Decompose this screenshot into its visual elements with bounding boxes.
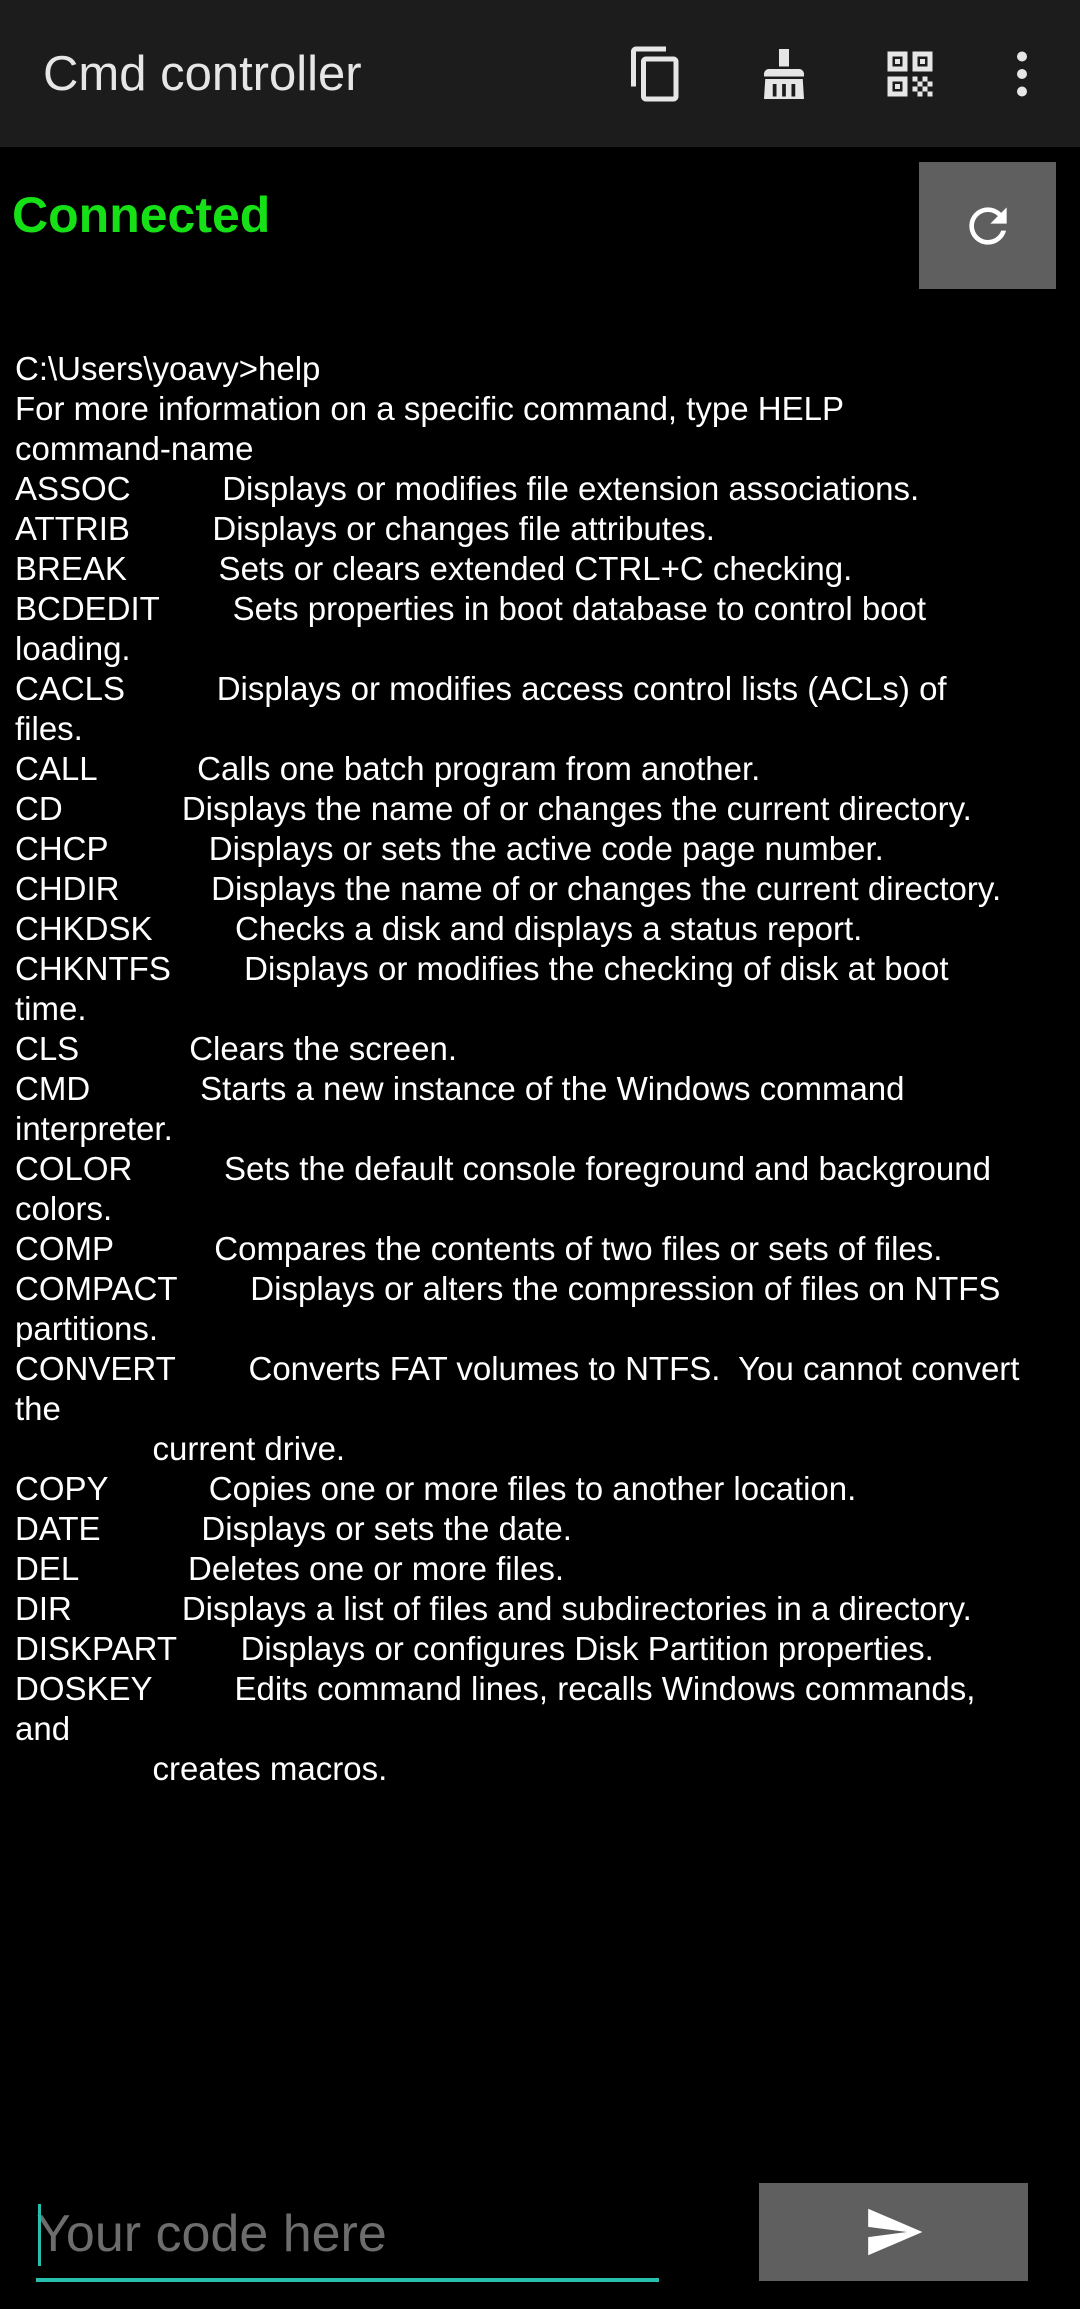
console-line: the bbox=[15, 1390, 61, 1427]
console-line: CACLS Displays or modifies access control lists (ACLs) of bbox=[15, 670, 947, 707]
console-line: BCDEDIT Sets properties in boot database to control boot bbox=[15, 590, 927, 627]
app-title: Cmd controller bbox=[43, 47, 362, 101]
app-bar bbox=[0, 0, 1080, 147]
console-line: CHDIR Displays the name of or changes the current directory. bbox=[15, 870, 1002, 907]
connection-status: Connected bbox=[12, 187, 271, 243]
console-line: CD Displays the name of or changes the current directory. bbox=[15, 790, 972, 827]
console-line: COMPACT Displays or alters the compression of files on NTFS bbox=[15, 1270, 1001, 1307]
console-line: C:\Users\yoavy>help bbox=[15, 350, 321, 387]
console-line: partitions. bbox=[15, 1310, 159, 1347]
console-line: COMP Compares the contents of two files or sets of files. bbox=[15, 1230, 943, 1267]
console-line: ASSOC Displays or modifies file extension associations. bbox=[15, 470, 920, 507]
console-line: CHKDSK Checks a disk and displays a status report. bbox=[15, 910, 863, 947]
console-line: loading. bbox=[15, 630, 131, 667]
console-line: BREAK Sets or clears extended CTRL+C checking. bbox=[15, 550, 853, 587]
code-input[interactable] bbox=[36, 2190, 659, 2278]
console-line: files. bbox=[15, 710, 83, 747]
console-line: CMD Starts a new instance of the Windows command bbox=[15, 1070, 905, 1107]
console-line: DIR Displays a list of files and subdirectories in a directory. bbox=[15, 1590, 972, 1627]
console-line: colors. bbox=[15, 1190, 113, 1227]
console-line: creates macros. bbox=[15, 1750, 388, 1787]
console-line: DEL Deletes one or more files. bbox=[15, 1550, 564, 1587]
copy-button[interactable] bbox=[616, 34, 696, 114]
qr-code-icon bbox=[880, 44, 940, 104]
clear-console-button[interactable] bbox=[744, 34, 824, 114]
console-line: current drive. bbox=[15, 1430, 346, 1467]
console-line: DISKPART Displays or configures Disk Partition properties. bbox=[15, 1630, 934, 1667]
console-line: interpreter. bbox=[15, 1110, 173, 1147]
console-line: ATTRIB Displays or changes file attributes. bbox=[15, 510, 715, 547]
console-line: For more information on a specific command, type HELP bbox=[15, 390, 845, 427]
console-line: and bbox=[15, 1710, 71, 1747]
refresh-icon bbox=[960, 198, 1016, 254]
overflow-menu-button[interactable] bbox=[982, 34, 1062, 114]
console-line: CLS Clears the screen. bbox=[15, 1030, 458, 1067]
console-line: time. bbox=[15, 990, 87, 1027]
broom-icon bbox=[754, 44, 814, 104]
more-vert-icon bbox=[992, 44, 1052, 104]
console-line: CHKNTFS Displays or modifies the checking of disk at boot bbox=[15, 950, 949, 987]
console-line: CONVERT Converts FAT volumes to NTFS. You cannot convert bbox=[15, 1350, 1020, 1387]
console-line: CALL Calls one batch program from another. bbox=[15, 750, 761, 787]
text-caret bbox=[38, 2204, 41, 2266]
console-line: command-name bbox=[15, 430, 254, 467]
console-line: CHCP Displays or sets the active code page number. bbox=[15, 830, 884, 867]
console-line: DOSKEY Edits command lines, recalls Windows commands, bbox=[15, 1670, 976, 1707]
console-line: DATE Displays or sets the date. bbox=[15, 1510, 572, 1547]
console-output[interactable] bbox=[15, 349, 1025, 1804]
qr-scan-button[interactable] bbox=[870, 34, 950, 114]
console-line: COPY Copies one or more files to another location. bbox=[15, 1470, 857, 1507]
refresh-button[interactable] bbox=[919, 162, 1056, 289]
console-line: COLOR Sets the default console foreground and background bbox=[15, 1150, 991, 1187]
copy-icon bbox=[626, 44, 686, 104]
code-input-container bbox=[36, 2190, 659, 2282]
send-button[interactable] bbox=[759, 2183, 1028, 2281]
send-icon bbox=[863, 2201, 925, 2263]
